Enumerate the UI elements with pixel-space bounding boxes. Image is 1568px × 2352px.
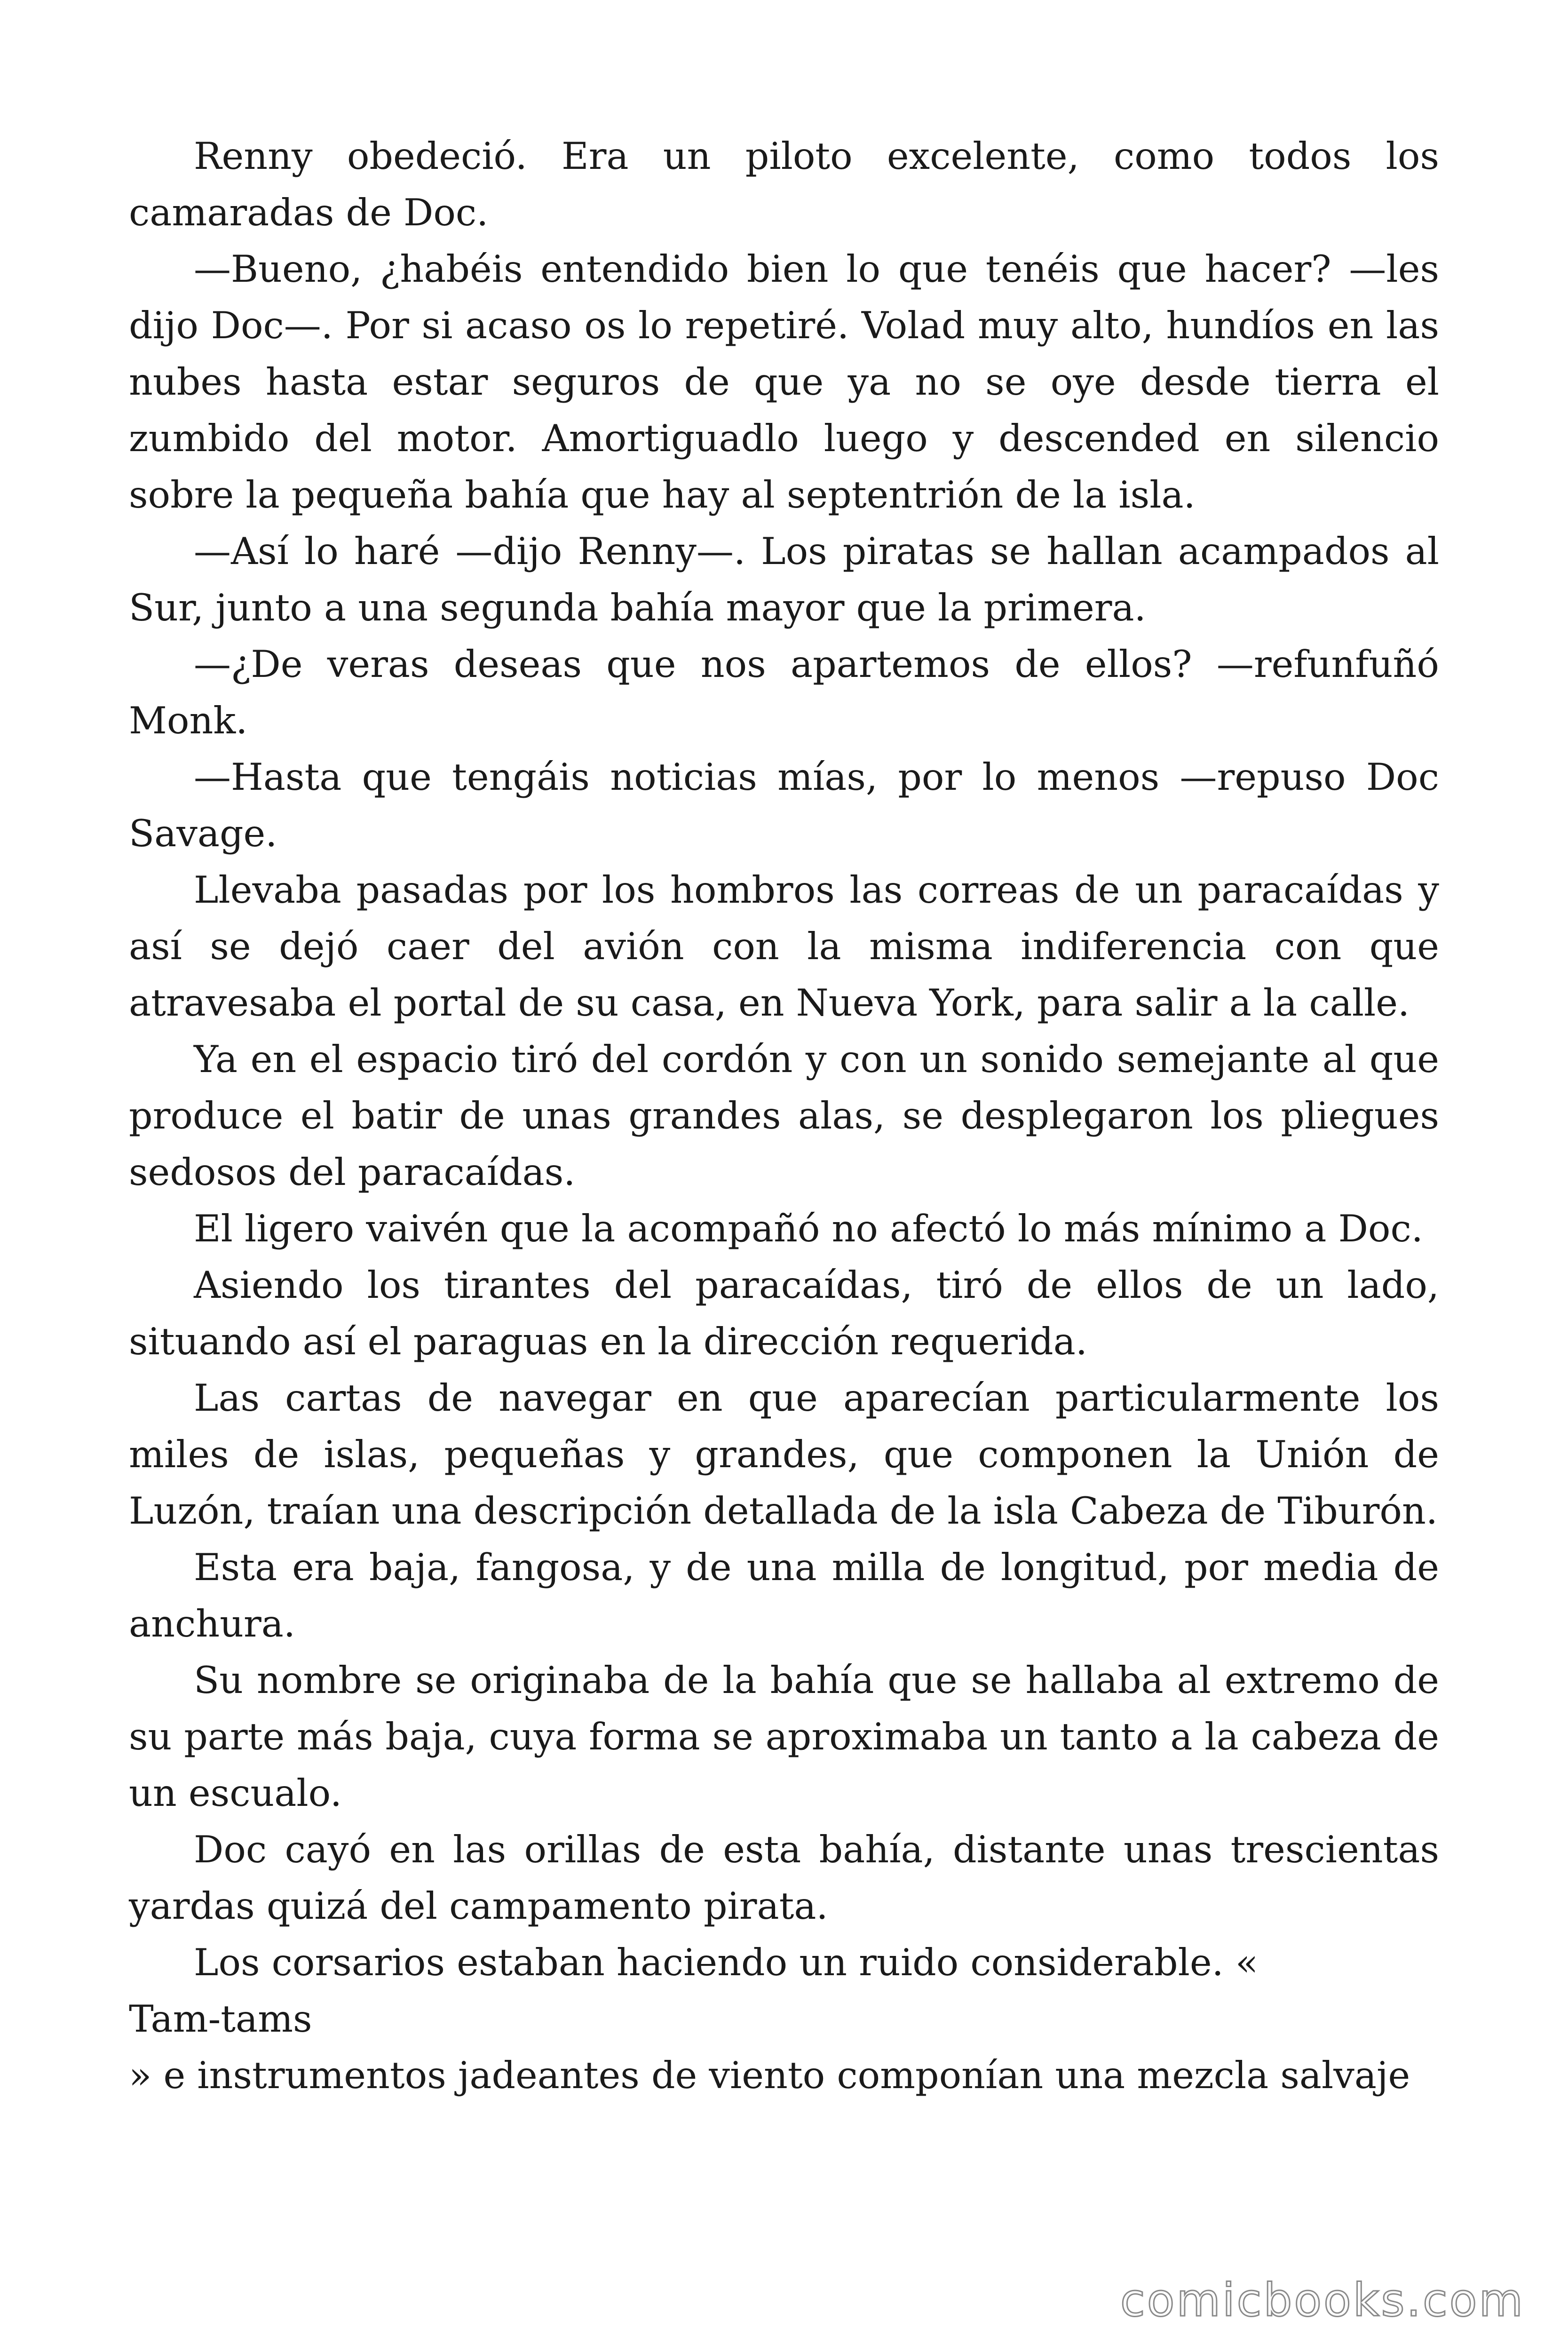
paragraph: El ligero vaivén que la acompañó no afectó lo más mínimo a Doc. — [194, 1207, 1423, 1250]
fragment-line: » e instrumentos jadeantes de viento componían una mezcla salvaje — [129, 2054, 1410, 2097]
paragraph: Las cartas de navegar en que aparecían particularmente los miles de islas, pequeñas y grandes, que componen la Unión de Luzón, traían una descripción detallada de la isla Cabeza de Tiburón. — [129, 1376, 1439, 1533]
paragraph: Los corsarios estaban haciendo un ruido considerable. « — [194, 1941, 1259, 1984]
fragment-line: Tam-tams — [129, 1997, 312, 2041]
paragraph: Llevaba pasadas por los hombros las correas de un paracaídas y así se dejó caer del avión con la misma indiferencia con que atravesaba el portal de su casa, en Nueva York, para salir a la calle. — [129, 868, 1439, 1025]
paragraph: —Así lo haré —dijo Renny—. Los piratas se hallan acampados al Sur, junto a una segunda bahía mayor que la primera. — [129, 530, 1439, 629]
watermark: comicbooks.com — [1120, 2274, 1525, 2327]
paragraph: —¿De veras deseas que nos apartemos de ellos? —refunfuñó Monk. — [129, 643, 1439, 742]
paragraph: Doc cayó en las orillas de esta bahía, distante unas trescientas yardas quizá del campamento pirata. — [129, 1828, 1439, 1928]
paragraph: Ya en el espacio tiró del cordón y con un sonido semejante al que produce el batir de unas grandes alas, se desplegaron los pliegues sedosos del paracaídas. — [129, 1038, 1439, 1194]
paragraph: Su nombre se originaba de la bahía que se hallaba al extremo de su parte más baja, cuya forma se aproximaba un tanto a la cabeza de un escualo. — [129, 1659, 1439, 1815]
body-text — [129, 128, 1439, 2104]
paragraph: Asiendo los tirantes del paracaídas, tiró de ellos de un lado, situando así el paraguas en la dirección requerida. — [129, 1263, 1439, 1363]
paragraph: Renny obedeció. Era un piloto excelente, como todos los camaradas de Doc. — [129, 135, 1439, 234]
paragraph: —Hasta que tengáis noticias mías, por lo menos —repuso Doc Savage. — [129, 755, 1439, 855]
paragraph: —Bueno, ¿habéis entendido bien lo que tenéis que hacer? —les dijo Doc—. Por si acaso os lo repetiré. Volad muy alto, hundíos en las nubes hasta estar seguros de que ya no se oye desde tierra el zumbido del motor. Amortiguadlo luego y descended en silencio sobre la pequeña bahía que hay al septentrión de la isla. — [129, 247, 1439, 516]
paragraph: Esta era baja, fangosa, y de una milla de longitud, por media de anchura. — [129, 1546, 1439, 1645]
